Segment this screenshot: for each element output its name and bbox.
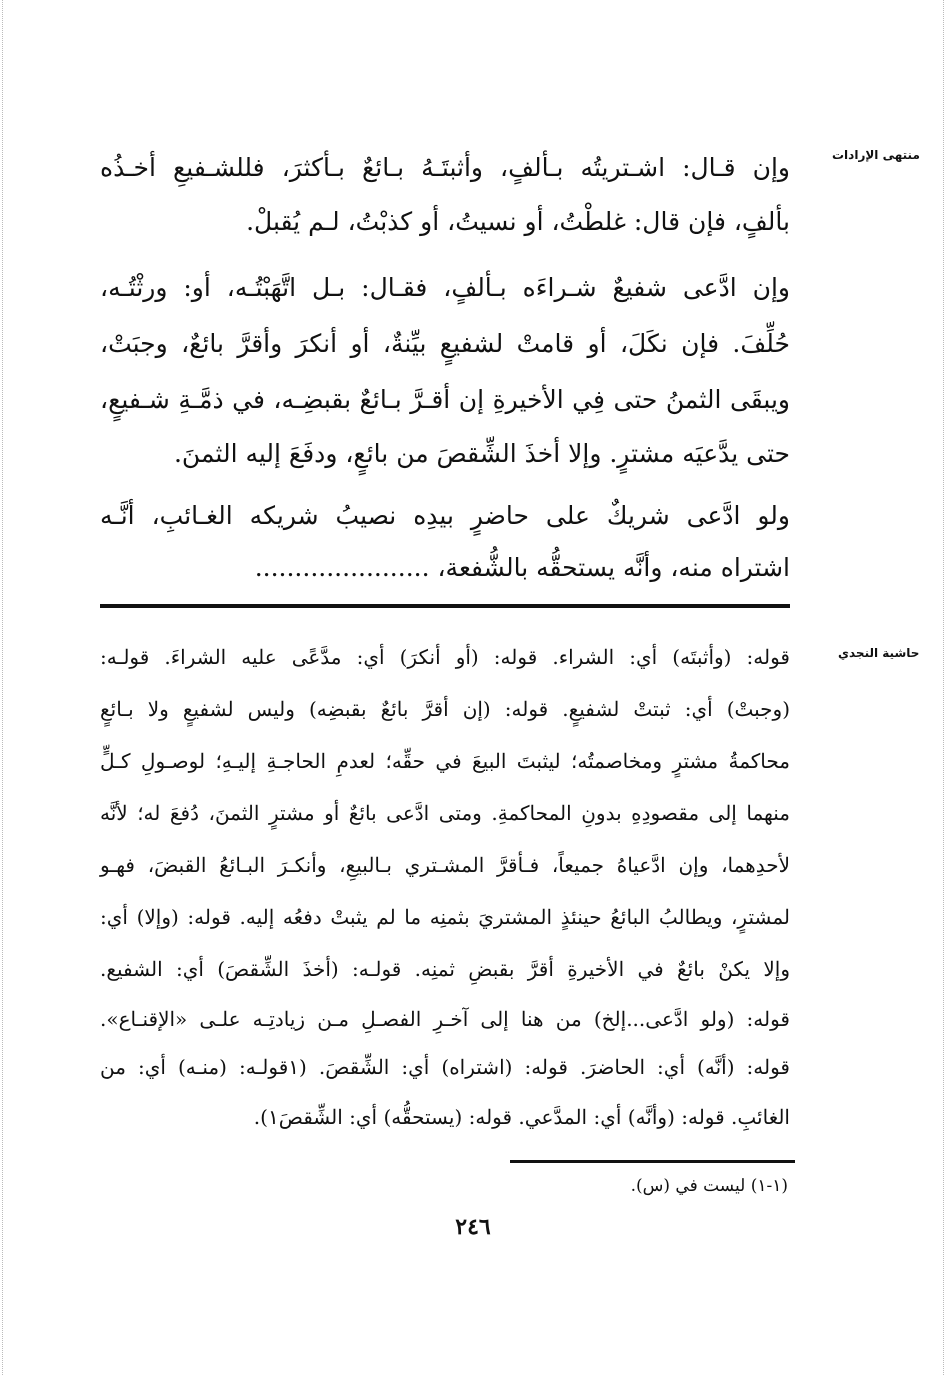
commentary-line: لمشترٍ، ويطالبُ البائعُ حينئذٍ المشتريَ بثمنِه ما لم يثبتْ دفعُه إليه. قوله: (وإلا) أي: [100,905,790,929]
main-source-label: منتهى الإرادات [832,148,920,162]
commentary-line: محاكمةُ مشترٍ ومخاصمتُه؛ ليثبتَ البيعَ في حقِّه؛ لعدمِ الحاجـةِ إليـهِ؛ لوصـولِ كـلٍّ [100,749,790,773]
commentary-line: (وجبتْ) أي: ثبتتْ لشفيعٍ. قوله: (إن أقرَّ بائعٌ بقبضِه) وليس لشفيعٍ ولا بـائعٍ [100,697,790,721]
main-text-block [100,150,790,590]
commentary-line: قوله: (وأثبتَه) أي: الشراء. قوله: (أو أنكرَ) أي: مدَّعًى عليه الشراءَ. قولـه: [100,645,790,669]
commentary-line: منهما إلى مقصودِهِ بدونِ المحاكمةِ. ومتى ادَّعى بائعٌ أو مشترٍ الثمنَ، دُفعَ له؛ لأنَّه [100,801,790,825]
commentary-line: الغائبِ. قوله: (وأنَّه) أي: المدَّعي. قوله: (يستحقُّه) أي: الشِّقصَ١). [253,1105,790,1129]
commentary-line: قوله: (ولو ادَّعى...إلخ) من هنا إلى آخـرِ الفصـلِ مـن زيادتِـه علـى «الإقنـاع». [100,1007,790,1031]
main-line: حُلِّفَ. فإن نكَلَ، أو قامتْ لشفيعٍ بيِّنةٌ، أو أنكرَ وأقرَّ بائعٌ، وجبَتْ، [100,329,790,358]
main-line: وإن ادَّعى شفيعٌ شـراءَه بـألفٍ، فقـال: بـل اتَّهَبْتُـه، أو: ورثْتُـه، [100,273,790,302]
footnote: (١-١) ليست في (س). [630,1176,788,1196]
main-line: بألفٍ، فإن قال: غلطْتُ، أو نسيتُ، أو كذبْتُ، لـم يُقبلْ. [246,207,790,236]
commentary-source-label: حاشية النجدي [838,646,920,660]
commentary-line: وإلا يكنْ بائعٌ في الأخيرةِ أقرَّ بقبضِ ثمنِه. قولـه: (أخذَ الشِّقصَ) أي: الشفيع. [100,957,790,981]
page-number: ٢٤٦ [455,1214,491,1240]
main-line: حتى يدَّعيَه مشترٍ. وإلا أخذَ الشِّقصَ من بائعٍ، ودفَعَ إليه الثمنَ. [173,439,790,468]
commentary-line: قوله: (أنَّه) أي: الحاضرَ. قوله: (اشتراه) أي: الشِّقصَ. (١قولـه: (منـه) أي: من [100,1055,790,1079]
main-line: ويبقَى الثمنُ حتى فِي الأخيرةِ إن أقـرَّ بـائعٌ بقبضِـه، في ذمَّـةِ شـفيعٍ، [100,385,790,414]
main-line: وإن قـال: اشـتريتُه بـألفٍ، وأثبتَـهُ بـائعٌ بـأكثرَ، فللشـفيعِ أخـذُه [100,153,790,182]
main-line: اشتراه منه، وأنَّه يستحقُّه بالشُّفعة، ...................... [254,553,790,582]
main-line: ولو ادَّعى شريكٌ على حاضرٍ بيدِه نصيبُ شريكه الغـائبِ، أنَّـه [100,501,790,530]
section-divider [100,604,790,608]
commentary-line: لأحدِهما، وإن ادَّعياهُ جميعاً، فـأقرَّ المشـتري بـالبيعِ، وأنكـرَ البـائعُ القبضَ، فهـو [100,853,790,877]
commentary-text-block [100,642,790,1142]
footnote-divider [510,1160,795,1163]
